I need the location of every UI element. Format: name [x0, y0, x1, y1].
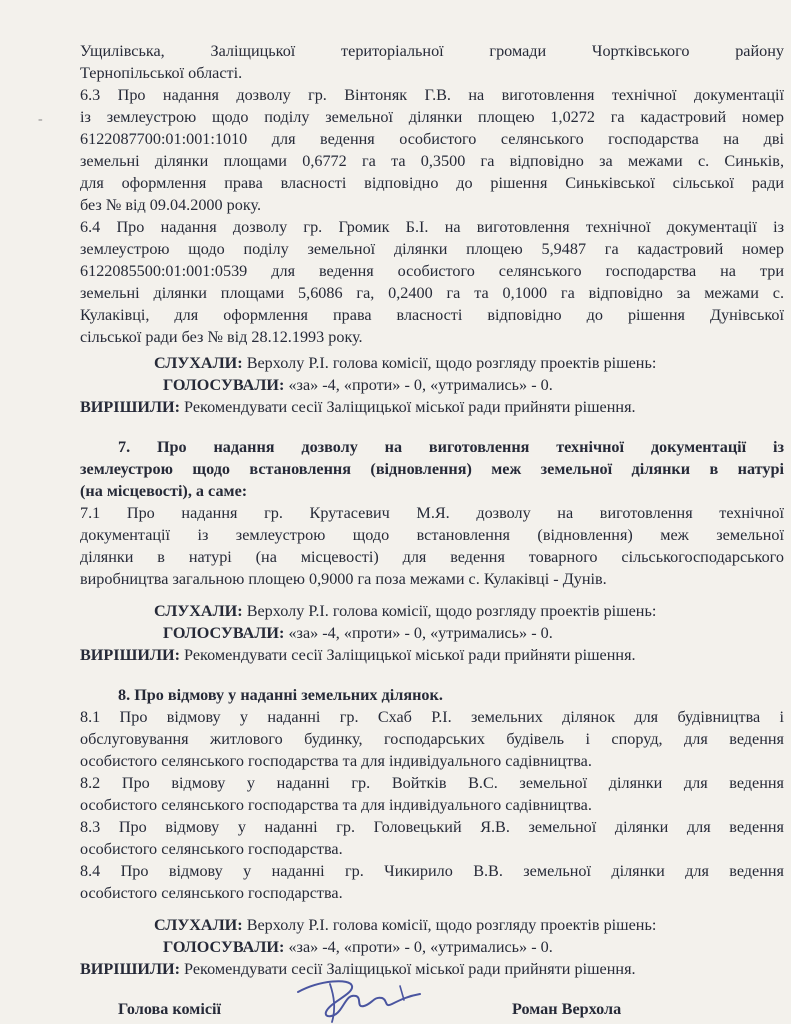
heard-line — [154, 600, 656, 622]
item-6-4-line: сільської ради без № від 28.12.1993 року. — [80, 328, 363, 346]
section-8-heading: 8. Про відмову у наданні земельних ділянок. — [118, 686, 443, 704]
voted-label: ГОЛОСУВАЛИ: — [163, 938, 285, 956]
item-7-1-line: документації із землеустрою щодо встановлення (відновлення) меж земельної — [80, 526, 784, 544]
heard-text: Верхолу Р.І. голова комісії, щодо розгляду проектів рішень: — [242, 602, 657, 620]
decided-text: Рекомендувати сесії Заліщицької міської ради прийняти рішення. — [180, 960, 636, 978]
decided-label: ВИРІШИЛИ: — [80, 398, 180, 416]
item-6-3-line: 6.3 Про надання дозволу гр. Вінтоняк Г.В. на виготовлення технічної документації — [80, 86, 784, 104]
section-7-heading: землеустрою щодо встановлення (відновлення) меж земельної ділянки в натурі — [80, 460, 784, 478]
voted-line — [163, 374, 553, 396]
margin-mark: - — [38, 112, 43, 127]
voted-text: «за» -4, «проти» - 0, «утримались» - 0. — [284, 624, 553, 642]
decided-text: Рекомендувати сесії Заліщицької міської ради прийняти рішення. — [180, 646, 636, 664]
section-8-line: 8.2 Про відмову у наданні гр. Войтків В.С. земельної ділянки для ведення — [80, 774, 784, 792]
section-8-line: особистого селянського господарства. — [80, 884, 343, 902]
voted-label: ГОЛОСУВАЛИ: — [163, 376, 285, 394]
item-6-3-line: із землеустрою щодо поділу земельної ділянки площею 1,0272 га кадастровий номер — [80, 108, 784, 126]
item-6-4-line: Кулаківці, для оформлення права власності відповідно до рішення Дунівської — [80, 306, 784, 324]
heard-text: Верхолу Р.І. голова комісії, щодо розгляду проектів рішень: — [242, 354, 657, 372]
decided-label: ВИРІШИЛИ: — [80, 960, 180, 978]
section-7-heading: (на місцевості), а саме: — [80, 482, 248, 500]
section-8-line: особистого селянського господарства та для індивідуального садівництва. — [80, 796, 592, 814]
section-8-line: 8.1 Про відмову у наданні гр. Схаб Р.І. земельних ділянок для будівництва і — [80, 708, 784, 726]
voted-line — [163, 622, 553, 644]
section-8-line: 8.3 Про відмову у наданні гр. Головецький Я.В. земельної ділянки для ведення — [80, 818, 784, 836]
item-6-3-line: 6122087700:01:001:1010 для ведення особистого селянського господарства на дві — [80, 130, 784, 148]
chair-name: Роман Верхола — [512, 1000, 622, 1018]
item-6-4-line: землеустрою щодо поділу земельної ділянки площею 5,9487 га кадастровий номер — [80, 240, 784, 258]
voted-text: «за» -4, «проти» - 0, «утримались» - 0. — [284, 376, 553, 394]
section-8-line: особистого селянського господарства та для індивідуального садівництва. — [80, 752, 592, 770]
voted-text: «за» -4, «проти» - 0, «утримались» - 0. — [284, 938, 553, 956]
heard-label: СЛУХАЛИ: — [154, 916, 243, 934]
voted-line — [163, 936, 553, 958]
chair-role: Голова комісії — [118, 1000, 222, 1018]
fragment-line-1: Ущилівська, Заліщицької територіальної громади Чортківського району — [80, 42, 784, 60]
decided-line — [80, 644, 636, 666]
decided-line — [80, 396, 636, 418]
heard-label: СЛУХАЛИ: — [154, 354, 243, 372]
signature — [290, 972, 440, 1024]
item-6-4-line: 6122085500:01:001:0539 для ведення особистого селянського господарства на три — [80, 262, 784, 280]
heard-text: Верхолу Р.І. голова комісії, щодо розгляду проектів рішень: — [242, 916, 657, 934]
section-8-line: особистого селянського господарства. — [80, 840, 343, 858]
item-7-1-line: ділянки в натурі (на місцевості) для ведення товарного сільськогосподарського — [80, 548, 784, 566]
fragment-line-2: Тернопільської області. — [80, 64, 243, 82]
heard-label: СЛУХАЛИ: — [154, 602, 243, 620]
section-7-heading: 7. Про надання дозволу на виготовлення технічної документації із — [118, 438, 784, 456]
item-6-3-line: без № від 09.04.2000 року. — [80, 196, 261, 214]
item-6-3-line: для оформлення права власності відповідно до рішення Синьківської сільської ради — [80, 174, 784, 192]
item-7-1-line: виробництва загальною площею 0,9000 га поза межами с. Кулаківці - Дунів. — [80, 570, 607, 588]
item-6-3-line: земельні ділянки площами 0,6772 га та 0,3500 га відповідно за межами с. Синьків, — [80, 152, 784, 170]
section-8-line: 8.4 Про відмову у наданні гр. Чикирило В.В. земельної ділянки для ведення — [80, 862, 784, 880]
item-7-1-line: 7.1 Про надання гр. Крутасевич М.Я. дозволу на виготовлення технічної — [80, 504, 784, 522]
decided-label: ВИРІШИЛИ: — [80, 646, 180, 664]
voted-label: ГОЛОСУВАЛИ: — [163, 624, 285, 642]
heard-line — [154, 914, 656, 936]
item-6-4-line: земельні ділянки площами 5,6086 га, 0,2400 га та 0,1000 га відповідно за межами с. — [80, 284, 784, 302]
heard-line — [154, 352, 656, 374]
section-8-line: обслуговування житлового будинку, господарських будівель і споруд, для ведення — [80, 730, 784, 748]
decided-text: Рекомендувати сесії Заліщицької міської ради прийняти рішення. — [180, 398, 636, 416]
item-6-4-line: 6.4 Про надання дозволу гр. Громик Б.І. на виготовлення технічної документації із — [80, 218, 784, 236]
